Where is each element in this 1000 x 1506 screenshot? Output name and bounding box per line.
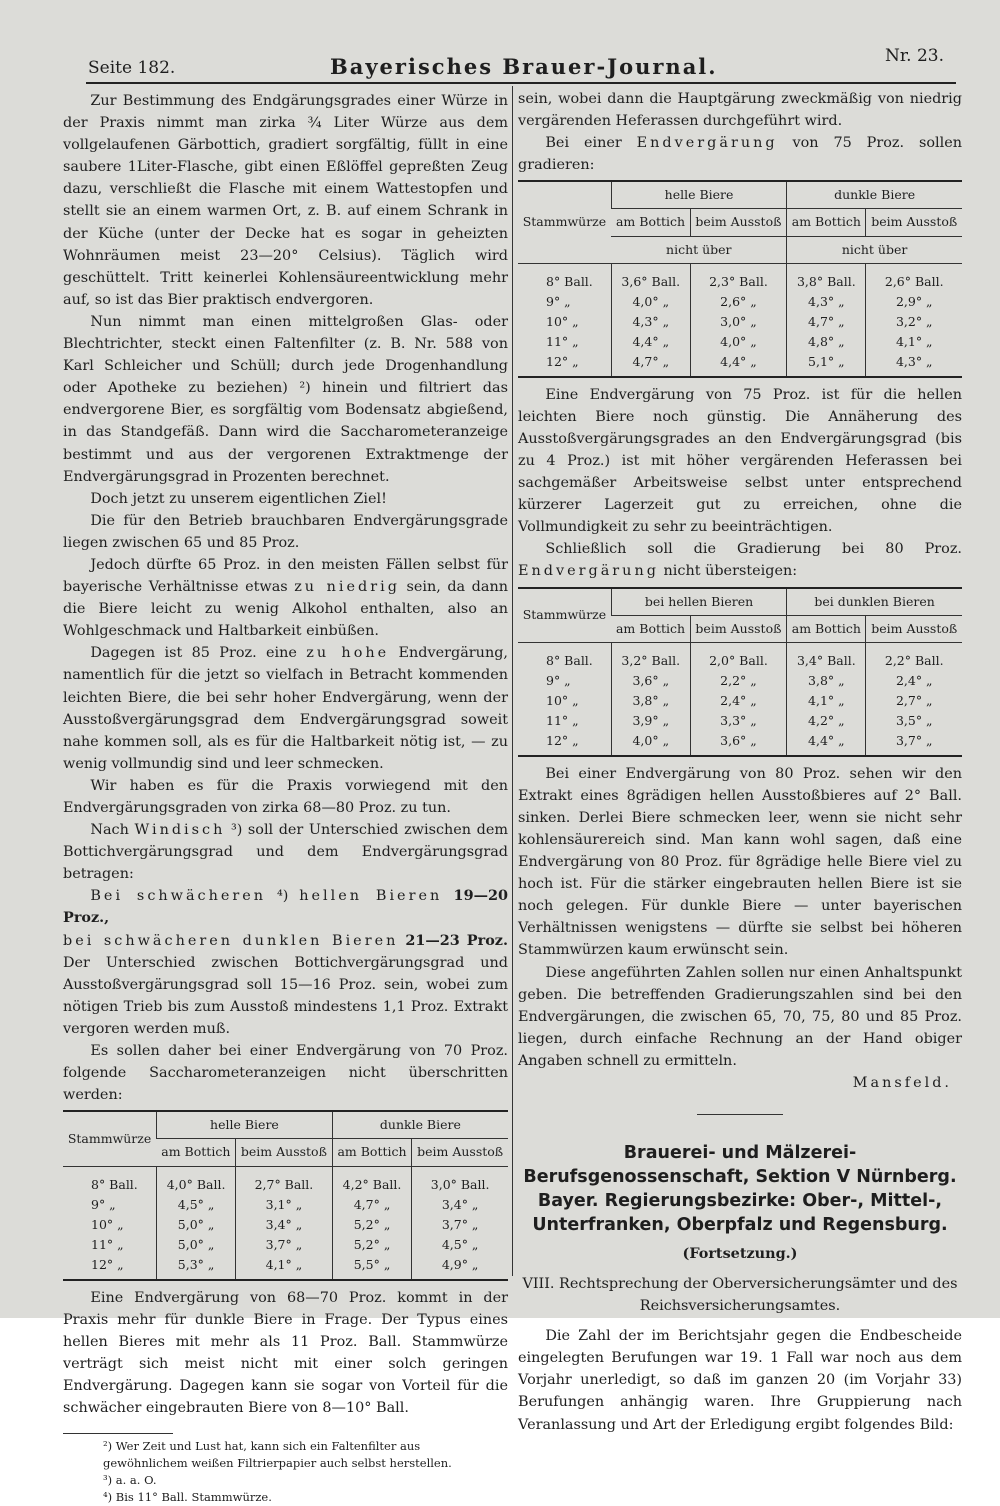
table-subheader: beim Ausstoß bbox=[866, 615, 962, 642]
paragraph bbox=[63, 885, 508, 1040]
column-divider bbox=[512, 86, 513, 1276]
table-cell: 10° „ bbox=[546, 313, 579, 329]
table-cell: 4,5° „ bbox=[157, 1195, 236, 1215]
paragraph: Die Zahl der im Berichtsjahr gegen die Endbescheide eingelegten Berufungen war 19. 1 Fall war noch aus dem Vorjahr unerledigt, so daß im ganzen 20 (im Vorjahr 33) Berufungen anhängig waren. Ihre Gruppierung nach Veranlassung und Art der Erledigung ergibt folgendes Bild: bbox=[518, 1328, 962, 1433]
right-column bbox=[518, 88, 962, 1436]
table-cell: 4,1° „ bbox=[787, 691, 866, 711]
table-group-header: bei dunklen Bieren bbox=[787, 588, 962, 616]
article-author: Mansfeld. bbox=[852, 1075, 952, 1091]
table-cell: 2,7° Ball. bbox=[236, 1166, 333, 1195]
paragraph bbox=[518, 132, 962, 176]
paragraph bbox=[63, 554, 508, 642]
table-cell: 9° „ bbox=[546, 293, 571, 309]
table-cell: 3,9° „ bbox=[611, 711, 690, 731]
paragraph bbox=[518, 538, 962, 582]
table-cell: 5,5° „ bbox=[332, 1255, 411, 1280]
paragraph: sein, wobei dann die Hauptgärung zweckmäßig von niedrig vergärenden Heferassen durchgeführt wird. bbox=[518, 91, 962, 130]
text-run: Endvergärung, namentlich für die jetzt so vielfach in Betracht kommenden leichten Biere, die bei sehr hoher Endvergärung, wenn der Ausstoßvergärungsgrad dem Endvergärungsgrad soweit nahe kommen soll, als es für die Haltbarkeit nötig ist, — zu wenig vollmundig sind und leer schmecken. bbox=[63, 645, 508, 772]
table-cell: 12° „ bbox=[518, 352, 611, 377]
table-cell: 3,0° „ bbox=[690, 312, 787, 332]
table-cell: 4,8° „ bbox=[787, 332, 866, 352]
footnote: ²) Wer Zeit und Lust hat, kann sich ein Faltenfilter aus gewöhnlichem weißen Filtrierpapier auch selbst herstellen. bbox=[103, 1439, 452, 1471]
text-run: Dagegen ist 85 Proz. eine bbox=[90, 645, 307, 662]
table-row bbox=[518, 352, 962, 377]
table-cell: 4,4° „ bbox=[787, 731, 866, 756]
table-cell: 3,5° „ bbox=[866, 711, 962, 731]
text-run: Schließlich soll die Gradierung bei 80 Proz. bbox=[545, 541, 962, 558]
table-cell: 4,4° „ bbox=[611, 332, 690, 352]
section-subtitle: (Fortsetzung.) bbox=[682, 1245, 798, 1263]
table-cell: 4,0° „ bbox=[611, 731, 690, 756]
footnote: ⁴) Bis 11° Ball. Stammwürze. bbox=[103, 1490, 272, 1505]
table-cell: 3,6° „ bbox=[611, 671, 690, 691]
table-cell: 2,6° „ bbox=[690, 292, 787, 312]
table-cell: 2,4° „ bbox=[690, 691, 787, 711]
spaced-text: zu hohe bbox=[306, 645, 390, 662]
table-cell: 4,1° „ bbox=[236, 1255, 333, 1280]
paragraph: Eine Endvergärung von 75 Proz. ist für die hellen leichten Biere noch günstig. Die Annäherung des Ausstoßvergärungsgrades an den Endvergärungsgrad (bis zu 4 Proz.) ist mit höher vergärenden Heferassen bei sachgemäßer Arbeitsweise selbst unter entsprechend kürzerer Lagerzeit gut zu erreichen, ohne die Vollmundigkeit zu sehr zu beeinträchtigen. bbox=[518, 386, 962, 536]
table-cell: 3,8° „ bbox=[787, 671, 866, 691]
table-cell: 5,2° „ bbox=[332, 1235, 411, 1255]
paragraph: Die für den Betrieb brauchbaren Endvergärungsgrade liegen zwischen 65 und 85 Proz. bbox=[63, 512, 508, 551]
table-group-header: helle Biere bbox=[157, 1111, 333, 1139]
table-endvergaerung-70 bbox=[63, 1110, 508, 1280]
table-header-stammwuerze: Stammwürze bbox=[63, 1111, 157, 1166]
table-endvergaerung-80 bbox=[518, 587, 962, 757]
paragraph: Doch jetzt zu unserem eigentlichen Ziel! bbox=[90, 490, 387, 507]
table-subheader: am Bottich bbox=[332, 1139, 411, 1166]
table-cell: 5,3° „ bbox=[157, 1255, 236, 1280]
value-text: 19—20 Proz., bbox=[63, 887, 508, 927]
table-cell: 3,3° „ bbox=[690, 711, 787, 731]
table-cell: 4,7° „ bbox=[611, 352, 690, 377]
table-cell: 3,8° Ball. bbox=[787, 263, 866, 292]
table-cell: 4,3° „ bbox=[611, 312, 690, 332]
table-row bbox=[63, 1255, 508, 1280]
table-note: nicht über bbox=[611, 236, 786, 263]
table-cell: 4,9° „ bbox=[412, 1255, 508, 1280]
journal-title: Bayerisches Brauer-Journal. bbox=[330, 54, 718, 79]
table-cell: 2,3° Ball. bbox=[690, 263, 787, 292]
table-cell: 3,7° „ bbox=[866, 731, 962, 756]
table-subheader: beim Ausstoß bbox=[690, 209, 787, 236]
table-row bbox=[63, 1195, 508, 1215]
paragraph: Wir haben es für die Praxis vorwiegend mit den Endvergärungsgraden von zirka 68—80 Proz. zu tun. bbox=[63, 777, 508, 816]
table-cell: 3,7° „ bbox=[236, 1235, 333, 1255]
table-cell: 4,3° „ bbox=[787, 292, 866, 312]
table-cell: 4,0° „ bbox=[611, 292, 690, 312]
text-run: sein, da dann die Biere leicht zu wenig Alkohol enthalten, also an Wohlgeschmack und Haltbarkeit einbüßen. bbox=[63, 579, 508, 640]
table-note: nicht über bbox=[787, 236, 962, 263]
table-cell: 5,0° „ bbox=[157, 1235, 236, 1255]
value-text: 21—23 Proz. bbox=[398, 931, 508, 949]
table-cell: 9° „ bbox=[91, 1196, 116, 1212]
table-cell: 8° Ball. bbox=[546, 652, 593, 668]
table-cell: 2,4° „ bbox=[866, 671, 962, 691]
table-subheader: am Bottich bbox=[787, 615, 866, 642]
table-endvergaerung-75 bbox=[518, 180, 962, 377]
text-run: Der Unterschied zwischen Bottichvergärungsgrad und Ausstoßvergärungsgrad soll 15—16 Proz. sein, wobei zum nötigen Trieb bis zum Ausstoß mindestens 1,1 Proz. Extrakt vergoren werden muß. bbox=[63, 954, 508, 1037]
paragraph: Es sollen daher bei einer Endvergärung von 70 Proz. folgende Saccharometeranzeigen nicht überschritten werden: bbox=[63, 1043, 508, 1104]
table-cell: 4,7° „ bbox=[787, 312, 866, 332]
table-row bbox=[518, 691, 962, 711]
table-cell: 4,3° „ bbox=[866, 352, 962, 377]
table-header-stammwuerze: Stammwürze bbox=[518, 181, 611, 263]
table-subheader: beim Ausstoß bbox=[236, 1139, 333, 1166]
table-cell: 11° „ bbox=[546, 712, 579, 728]
spaced-text: Endvergärung bbox=[518, 563, 659, 580]
section-title: Brauerei- und Mälzerei-Berufsgenossenschaft, Sektion V Nürnberg. Bayer. Regierungsbezirke: Ober-, Mittel-, Unterfranken, Oberpfalz und Regensburg. bbox=[523, 1143, 957, 1236]
table-cell: 12° „ bbox=[63, 1255, 157, 1280]
table-cell: 9° „ bbox=[546, 672, 571, 688]
table-header-stammwuerze: Stammwürze bbox=[518, 588, 611, 643]
table-cell: 4,2° „ bbox=[787, 711, 866, 731]
table-group-header: helle Biere bbox=[611, 181, 786, 209]
table-cell: 3,6° „ bbox=[690, 731, 787, 756]
table-row bbox=[63, 1215, 508, 1235]
table-cell: 2,2° Ball. bbox=[866, 642, 962, 671]
paragraph bbox=[63, 642, 508, 775]
table-subheader: am Bottich bbox=[787, 209, 866, 236]
spaced-text: Bei schwächeren bbox=[90, 888, 267, 905]
table-row bbox=[63, 1166, 508, 1195]
table-cell: 3,4° „ bbox=[236, 1215, 333, 1235]
table-cell: 8° Ball. bbox=[91, 1176, 138, 1192]
header-rule bbox=[86, 82, 956, 84]
table-group-header: dunkle Biere bbox=[787, 181, 962, 209]
table-cell: 3,2° „ bbox=[866, 312, 962, 332]
table-cell: 5,0° „ bbox=[157, 1215, 236, 1235]
table-group-header: bei hellen Bieren bbox=[611, 588, 786, 616]
footnote: ³) a. a. O. bbox=[103, 1473, 157, 1488]
page-number: Seite 182. bbox=[88, 58, 176, 78]
text-run: nicht übersteigen: bbox=[658, 563, 798, 580]
table-cell: 3,2° Ball. bbox=[611, 642, 690, 671]
table-cell: 2,2° „ bbox=[690, 671, 787, 691]
spaced-text: zu niedrig bbox=[294, 579, 400, 596]
footnote-rule bbox=[63, 1433, 173, 1434]
table-subheader: am Bottich bbox=[611, 209, 690, 236]
table-cell: 11° „ bbox=[546, 333, 579, 349]
table-cell: 10° „ bbox=[546, 692, 579, 708]
table-subheader: beim Ausstoß bbox=[412, 1139, 508, 1166]
table-cell: 4,7° „ bbox=[332, 1195, 411, 1215]
table-cell: 2,0° Ball. bbox=[690, 642, 787, 671]
table-cell: 5,2° „ bbox=[332, 1215, 411, 1235]
table-cell: 4,5° „ bbox=[412, 1235, 508, 1255]
table-row bbox=[518, 671, 962, 691]
left-column bbox=[63, 90, 508, 1506]
text-run: ³) soll der Unterschied zwischen dem Bottichvergärungsgrad und dem Endvergärungsgrad betragen: bbox=[63, 822, 509, 883]
paragraph: Nun nimmt man einen mittelgroßen Glas- oder Blechtrichter, steckt einen Faltenfilter (z. B. Nr. 588 von Karl Schleicher und Schüll; durch jede Drogenhandlung oder Apotheke zu beziehen) ²) hinein und filtriert das endvergorene Bier, es sorgfältig vom Bodensatz abgießend, in das Standgefäß. Dann wird die Saccharometeranzeige bestimmt und aus der vergorenen Extraktmenge der Endvergärungsgrad in Prozenten berechnet. bbox=[63, 313, 508, 485]
table-cell: 4,2° Ball. bbox=[332, 1166, 411, 1195]
paragraph: Eine Endvergärung von 68—70 Proz. kommt in der Praxis mehr für dunkle Biere in Frage. Der Typus eines hellen Bieres mit mehr als 11 Proz. Ball. Stammwürze verträgt sich meist nicht mit einer solch geringen Endvergärung. Dagegen kann sie sogar von Vorteil für die schwächer eingebrauten Biere von 8—10° Ball. bbox=[63, 1289, 508, 1416]
table-cell: 2,9° „ bbox=[866, 292, 962, 312]
spaced-text: hellen Bieren bbox=[299, 888, 443, 905]
table-subheader: beim Ausstoß bbox=[866, 209, 962, 236]
issue-number: Nr. 23. bbox=[885, 46, 944, 66]
table-row bbox=[518, 731, 962, 756]
table-cell: 3,4° „ bbox=[412, 1195, 508, 1215]
table-cell: 2,6° Ball. bbox=[866, 263, 962, 292]
footnote-ref: ⁴) bbox=[266, 888, 300, 905]
author-name: Windisch bbox=[134, 822, 226, 839]
table-cell: 5,1° „ bbox=[787, 352, 866, 377]
table-row bbox=[518, 263, 962, 292]
text-run: Nach bbox=[90, 822, 135, 839]
table-row bbox=[63, 1235, 508, 1255]
table-cell: 3,7° „ bbox=[412, 1215, 508, 1235]
section-heading: VIII. Rechtsprechung der Oberversicherungsämter und des Reichsversicherungsamtes. bbox=[522, 1276, 958, 1315]
table-row bbox=[518, 292, 962, 312]
table-cell: 2,7° „ bbox=[866, 691, 962, 711]
table-subheader: am Bottich bbox=[157, 1139, 236, 1166]
table-cell: 4,0° Ball. bbox=[157, 1166, 236, 1195]
paragraph bbox=[63, 819, 508, 885]
table-cell: 11° „ bbox=[91, 1236, 124, 1252]
table-cell: 4,1° „ bbox=[866, 332, 962, 352]
table-row bbox=[518, 711, 962, 731]
text-run: von 75 Proz. sollen gradieren: bbox=[518, 135, 962, 174]
text-run: Bei einer bbox=[545, 135, 637, 152]
table-cell: 4,4° „ bbox=[690, 352, 787, 377]
table-cell: 8° Ball. bbox=[546, 273, 593, 289]
spaced-text: bei schwächeren dunklen Bieren bbox=[63, 932, 399, 949]
table-row bbox=[518, 642, 962, 671]
text-run: Jedoch dürfte 65 Proz. in den meisten Fällen selbst für bayerische Verhältnisse etwas bbox=[63, 556, 508, 596]
table-cell: 3,6° Ball. bbox=[611, 263, 690, 292]
table-cell: 3,4° Ball. bbox=[787, 642, 866, 671]
table-cell: 4,0° „ bbox=[690, 332, 787, 352]
paragraph: Bei einer Endvergärung von 80 Proz. sehen wir den Extrakt eines 8grädigen hellen Ausstoßbieres auf 2° Ball. sinken. Derlei Biere schmecken leer, wenn sie nicht sehr kohlensäurereich sind. Man kann wohl sagen, daß eine Endvergärung von 80 Proz. für 8grädige helle Biere viel zu hoch ist. Für die stärker eingebrauten hellen Biere ist sie noch gelegen. Für dunkle Biere — unter bayerischen Verhältnissen wenigstens — dürfte sie selbst bei höheren Stammwürzen kaum erwünscht sein. bbox=[518, 765, 962, 959]
table-cell: 12° „ bbox=[518, 731, 611, 756]
section-divider bbox=[697, 1114, 783, 1115]
table-cell: 3,0° Ball. bbox=[412, 1166, 508, 1195]
table-row bbox=[518, 312, 962, 332]
table-cell: 3,8° „ bbox=[611, 691, 690, 711]
table-cell: 3,1° „ bbox=[236, 1195, 333, 1215]
table-row bbox=[518, 332, 962, 352]
spaced-text: Endvergärung bbox=[636, 135, 778, 152]
table-subheader: beim Ausstoß bbox=[690, 615, 787, 642]
table-group-header: dunkle Biere bbox=[332, 1111, 508, 1139]
paragraph: Diese angeführten Zahlen sollen nur einen Anhaltspunkt geben. Die betreffenden Gradierungszahlen sind bei den Endvergärungen, die zwischen 65, 70, 75, 80 und 85 Proz. liegen, durch einfache Rechnung an der Hand obiger Angaben schnell zu ermitteln. bbox=[518, 964, 962, 1069]
paragraph: Zur Bestimmung des Endgärungsgrades einer Würze in der Praxis nimmt man zirka ¾ Liter Würze aus dem vollgelaufenen Gärbottich, gradiert sorgfältig, füllt in eine saubere 1Liter-Flasche, gibt einen Eßlöffel gepreßten Zeug dazu, verschließt die Flasche mit einem Wattestopfen und stellt sie an einem warmen Ort, z. B. auf einem Schrank in der Küche (unter der Decke hat es sogar in geheizten Wohnräumen meist 23—20° Celsius). Täglich wird geschüttelt. Tritt keinerlei Kohlensäureentwicklung mehr auf, so ist das Bier praktisch endvergoren. bbox=[63, 93, 508, 308]
table-subheader: am Bottich bbox=[611, 615, 690, 642]
table-cell: 10° „ bbox=[91, 1216, 124, 1232]
